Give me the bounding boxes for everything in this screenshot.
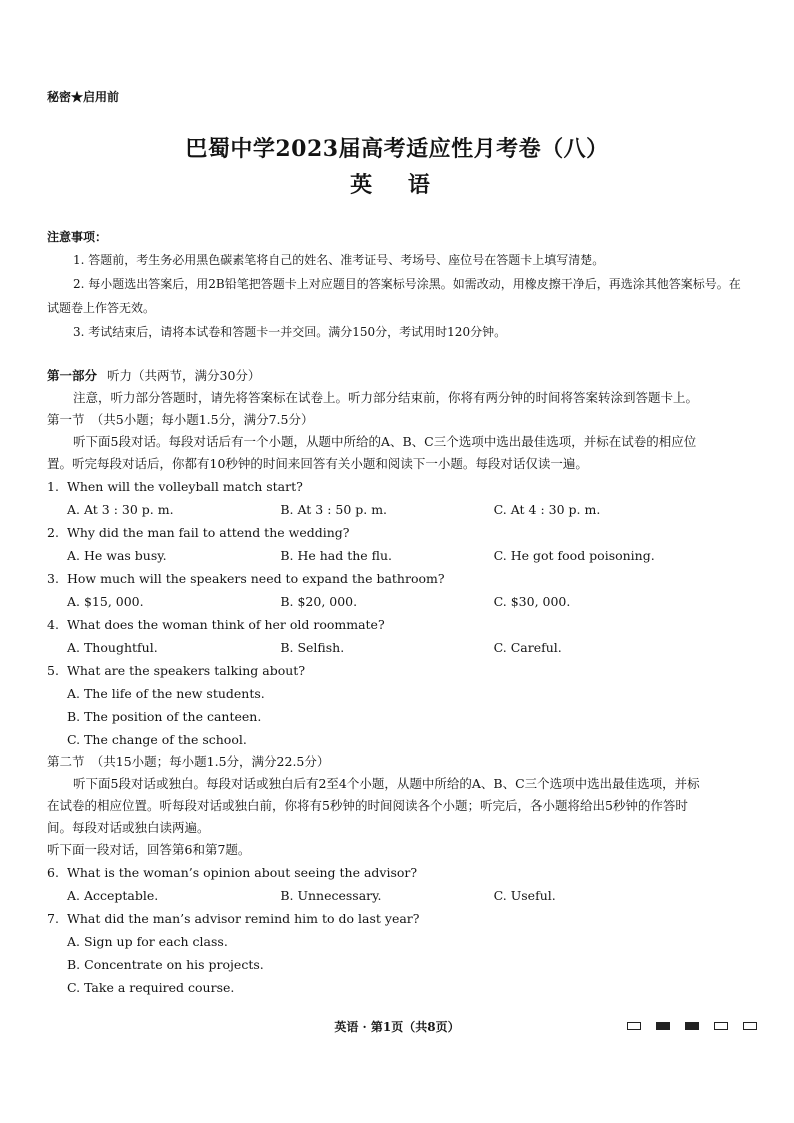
- option-a: A. He was busy.: [67, 548, 167, 563]
- option-b: B. Concentrate on his projects.: [67, 957, 264, 972]
- question-number: 1.: [47, 479, 59, 494]
- listening-part: [47, 365, 707, 999]
- question-2: [47, 521, 707, 544]
- option-b: B. He had the flu.: [280, 548, 393, 563]
- option-c: C. Take a required course.: [67, 980, 235, 995]
- question-7: [47, 907, 707, 930]
- option-a: A. Thoughtful.: [67, 640, 158, 655]
- scan-marks: [627, 1022, 772, 1030]
- scan-mark: [656, 1022, 670, 1030]
- option-a: A. Sign up for each class.: [67, 934, 228, 949]
- part1-label: 第一部分: [47, 368, 98, 383]
- scan-mark: [714, 1022, 728, 1030]
- question-number: 3.: [47, 571, 59, 586]
- option-a: A. Acceptable.: [67, 888, 159, 903]
- question-text: What did the man’s advisor remind him to do last year?: [67, 911, 420, 926]
- page-footer: 英语 · 第1页（共8页）: [334, 1020, 460, 1034]
- question-3-options: [47, 590, 707, 613]
- option-b: B. The position of the canteen.: [67, 709, 262, 724]
- subject-title: 英 语: [350, 172, 444, 198]
- question-1: [47, 475, 707, 498]
- question-text: Why did the man fail to attend the wedding?: [67, 525, 350, 540]
- section2-sub-instruction: 听下面一段对话，回答第6和第7题。: [47, 842, 251, 857]
- question-text: When will the volleyball match start?: [67, 479, 303, 494]
- part1-title: 听力（共两节，满分30分）: [107, 368, 261, 383]
- question-1-options: [47, 498, 707, 521]
- question-number: 5.: [47, 663, 59, 678]
- option-c: C. The change of the school.: [67, 732, 247, 747]
- scan-mark: [743, 1022, 757, 1030]
- question-5: [47, 659, 707, 682]
- scan-mark: [627, 1022, 641, 1030]
- option-a: A. $15, 000.: [67, 594, 144, 609]
- option-b: B. Selfish.: [280, 640, 345, 655]
- option-a: A. The life of the new students.: [67, 686, 265, 701]
- option-c: C. Careful.: [493, 640, 562, 655]
- question-4-options: [47, 636, 707, 659]
- question-text: What does the woman think of her old roommate?: [67, 617, 385, 632]
- notice-item-1: 1. 答题前，考生务必用黑色碳素笔将自己的姓名、准考证号、考场号、座位号在答题卡上填写清楚。: [73, 253, 605, 267]
- question-4: [47, 613, 707, 636]
- notice-item-2: 2. 每小题选出答案后，用2B铅笔把答题卡上对应题目的答案标号涂黑。如需改动，用橡皮擦干净后，再选涂其他答案标号。在试题卷上作答无效。: [47, 277, 741, 315]
- part1-instruction: 注意，听力部分答题时，请先将答案标在试卷上。听力部分结束前，你将有两分钟的时间将答案转涂到答题卡上。: [73, 390, 699, 405]
- option-a: A. At 3 : 30 p. m.: [67, 502, 174, 517]
- scan-mark: [685, 1022, 699, 1030]
- option-c: C. Useful.: [493, 888, 556, 903]
- part1-heading: [47, 365, 707, 387]
- question-6-options: [47, 884, 707, 907]
- question-2-options: [47, 544, 707, 567]
- notice-section: [47, 226, 747, 344]
- section1-instruction: 听下面5段对话。每段对话后有一个小题，从题中所给的A、B、C三个选项中选出最佳选项，并标在试卷的相应位置。听完每段对话后，你都有10秒钟的时间来回答有关小题和阅读下一小题。每段对话仅读一遍。: [47, 434, 697, 471]
- option-c: C. At 4 : 30 p. m.: [493, 502, 601, 517]
- notice-item-3: 3. 考试结束后，请将本试卷和答题卡一并交回。满分150分，考试用时120分钟。: [73, 325, 507, 339]
- question-number: 7.: [47, 911, 59, 926]
- question-text: What are the speakers talking about?: [67, 663, 306, 678]
- question-text: What is the woman’s opinion about seeing the advisor?: [67, 865, 418, 880]
- option-b: B. Unnecessary.: [280, 888, 382, 903]
- question-6: [47, 861, 707, 884]
- option-c: C. He got food poisoning.: [493, 548, 655, 563]
- section1-title: 第一节 （共5小题；每小题1.5分，满分7.5分）: [47, 412, 314, 427]
- confidential-label: 秘密★启用前: [47, 90, 120, 104]
- notice-heading: 注意事项：: [47, 230, 108, 244]
- option-b: B. $20, 000.: [280, 594, 358, 609]
- option-c: C. $30, 000.: [493, 594, 571, 609]
- option-b: B. At 3 : 50 p. m.: [280, 502, 388, 517]
- section2-title: 第二节 （共15小题；每小题1.5分，满分22.5分）: [47, 754, 330, 769]
- section2-instruction: 听下面5段对话或独白。每段对话或独白后有2至4个小题，从题中所给的A、B、C三个选项中选出最佳选项，并标在试卷的相应位置。听每段对话或独白前，你将有5秒钟的时间阅读各个小题；听完后，各小题将给出5秒钟的作答时间。每段对话或独白读两遍。: [47, 776, 700, 835]
- exam-title: 巴蜀中学2023届高考适应性月考卷（八）: [185, 136, 609, 162]
- question-number: 6.: [47, 865, 59, 880]
- question-text: How much will the speakers need to expand the bathroom?: [67, 571, 445, 586]
- question-number: 2.: [47, 525, 59, 540]
- question-number: 4.: [47, 617, 59, 632]
- question-3: [47, 567, 707, 590]
